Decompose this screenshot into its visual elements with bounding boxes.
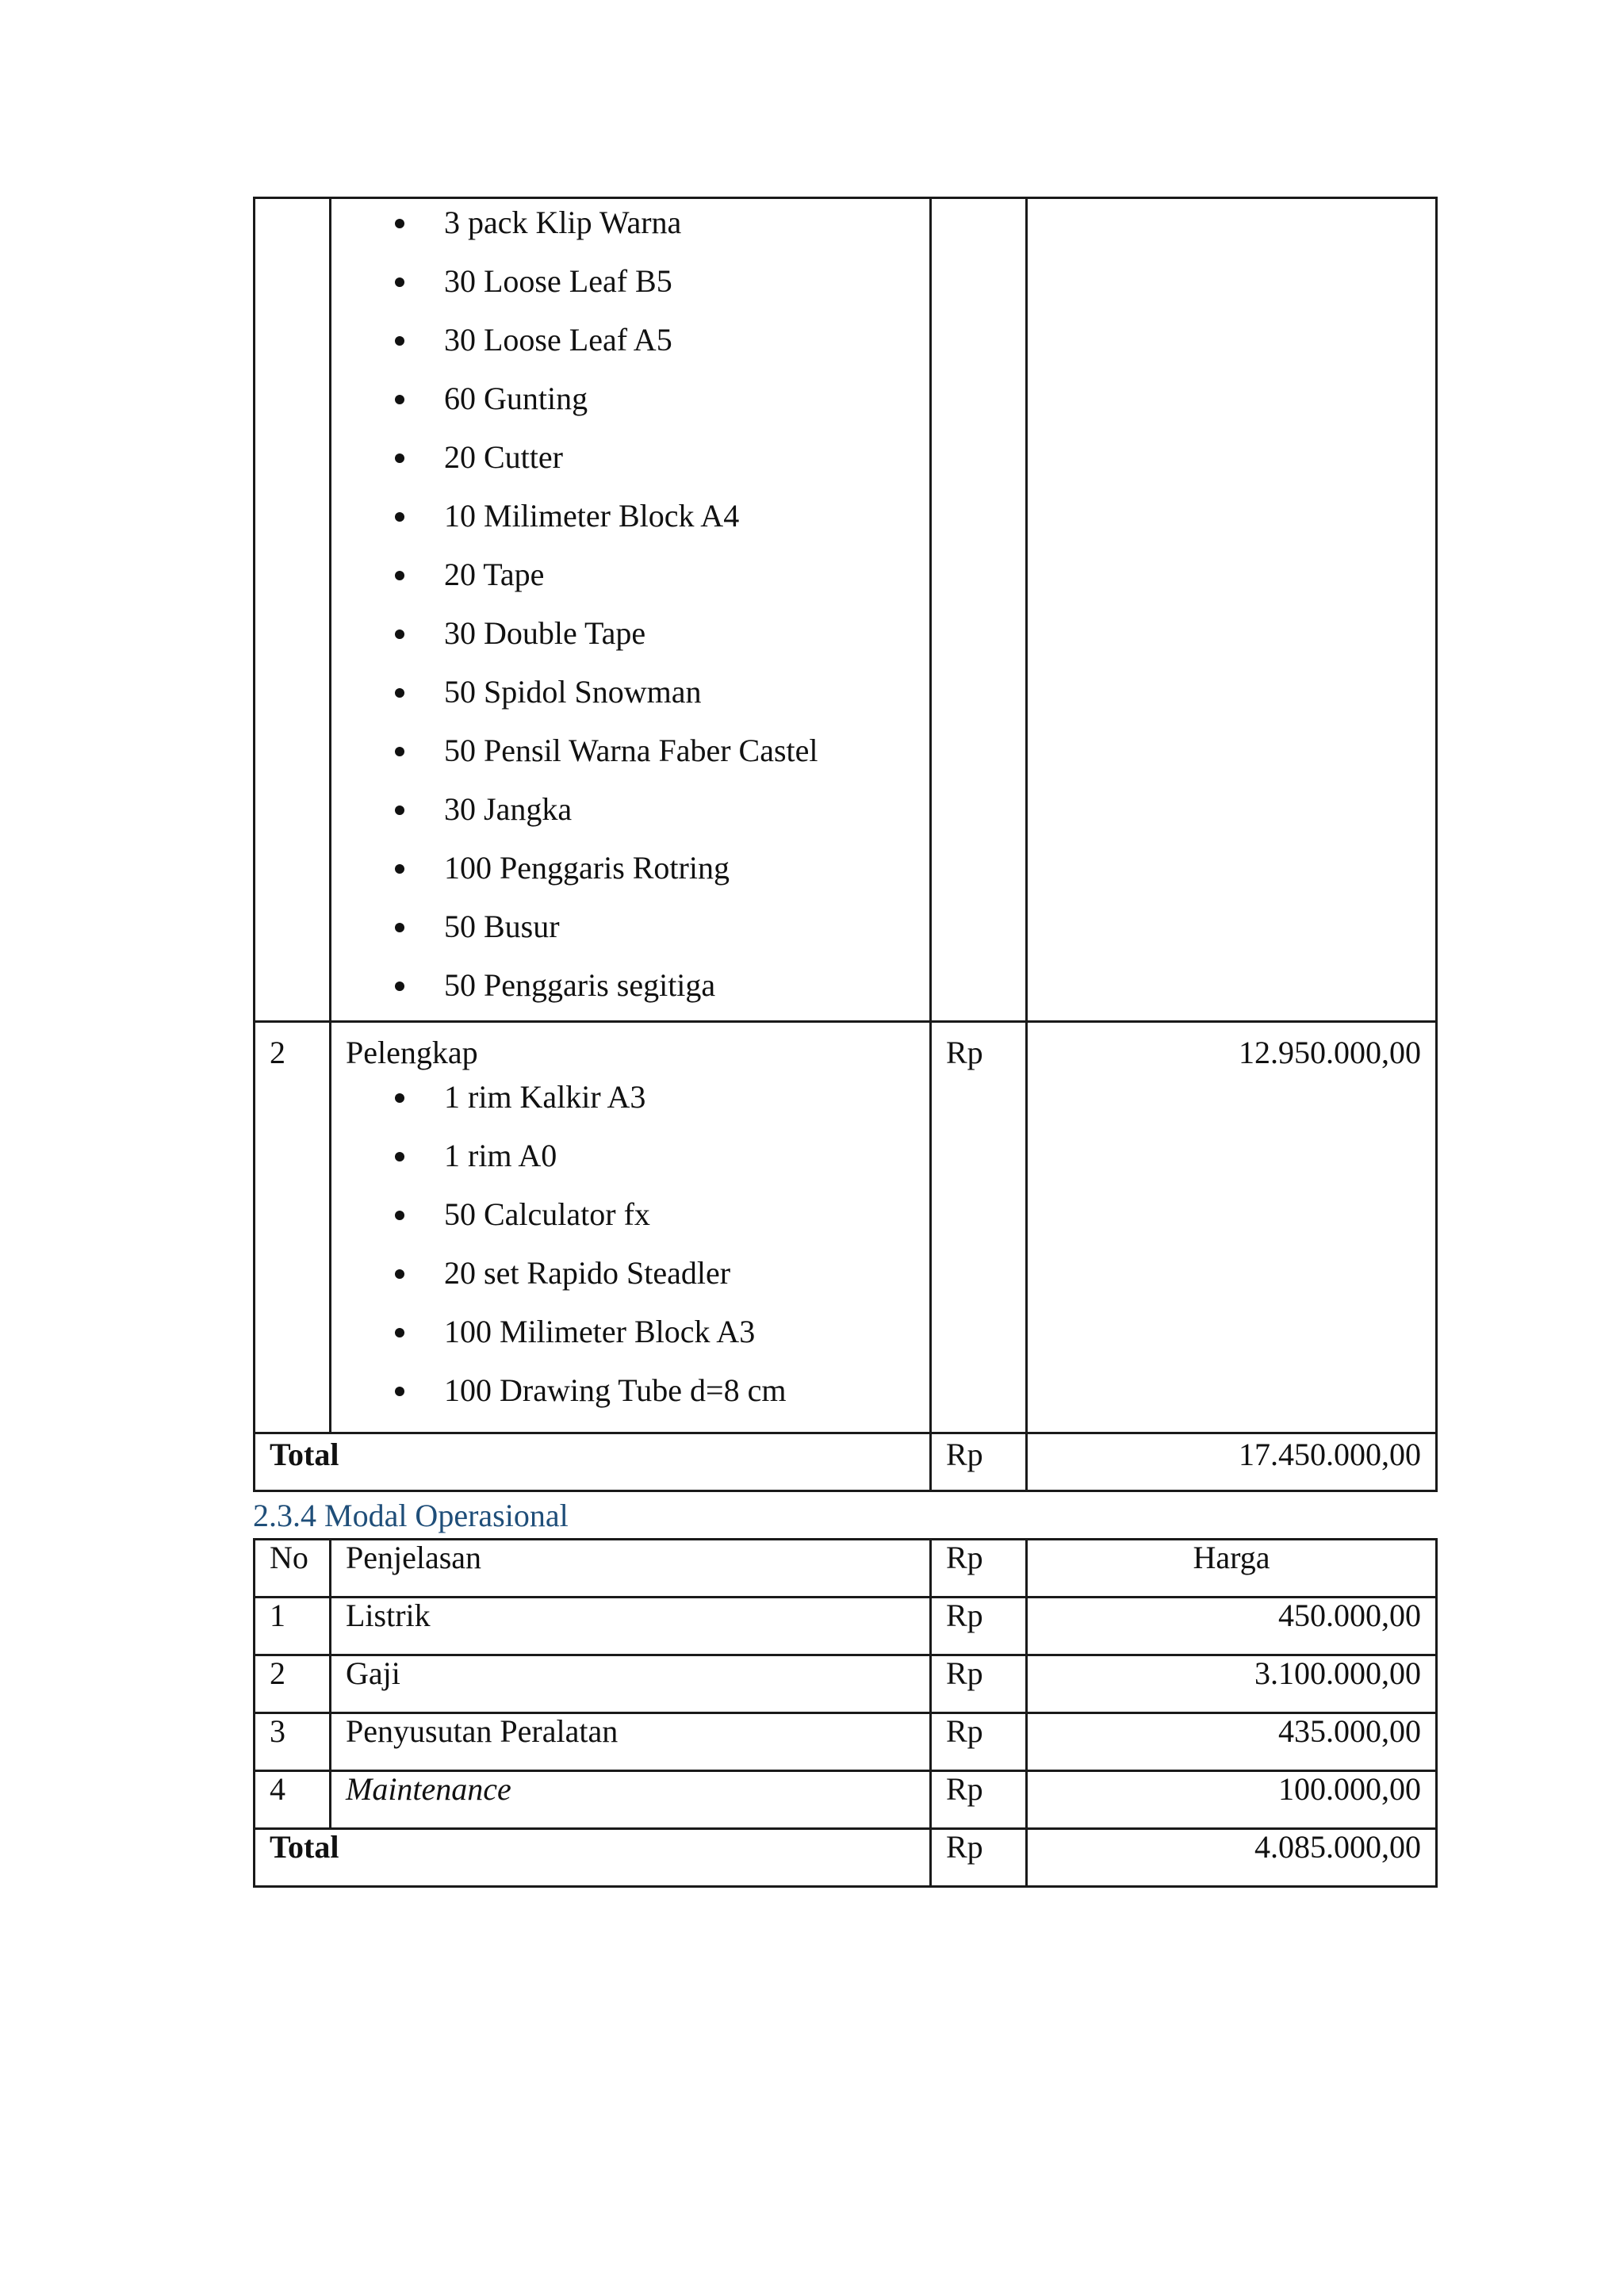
desc-cell: Penyusutan Peralatan [331,1713,931,1771]
table-row [255,1022,1437,1433]
total-label-cell: Total [255,1829,931,1887]
list-item: 50 Busur [331,903,929,962]
operational-cost-table [253,1538,1438,1888]
header-desc: Penjelasan [331,1540,931,1598]
total-row [255,1829,1437,1887]
list-item: 30 Loose Leaf B5 [331,258,929,316]
table-row [255,1771,1437,1829]
no-cell: 2 [255,1655,331,1713]
desc-cell: Listrik [331,1598,931,1655]
section-heading: 2.3.4 Modal Operasional [253,1498,569,1533]
list-item: 30 Jangka [331,786,929,844]
total-amount-cell: 4.085.000,00 [1027,1829,1437,1887]
header-no: No [255,1540,331,1598]
currency-cell: Rp [931,1022,1027,1433]
currency-cell: Rp [931,1713,1027,1771]
list-item: 50 Pensil Warna Faber Castel [331,727,929,786]
item-list-cell [331,198,931,1022]
total-amount-cell: 17.450.000,00 [1027,1433,1437,1491]
list-item: 50 Spidol Snowman [331,668,929,727]
list-item: 20 set Rapido Steadler [331,1249,929,1308]
price-cell: 435.000,00 [1027,1713,1437,1771]
desc-cell: Gaji [331,1655,931,1713]
list-item: 20 Cutter [331,434,929,492]
no-cell: 2 [255,1022,331,1433]
item-list [331,1073,929,1425]
list-item: 60 Gunting [331,375,929,434]
table-row [255,1655,1437,1713]
table-row [255,1713,1437,1771]
item-list-cell [331,1022,931,1433]
desc-cell: Maintenance [331,1771,931,1829]
currency-cell [931,198,1027,1022]
list-item: 50 Penggaris segitiga [331,962,929,1020]
no-cell: 4 [255,1771,331,1829]
list-item: 100 Drawing Tube d=8 cm [331,1367,929,1425]
currency-cell: Rp [931,1433,1027,1491]
list-item: 30 Double Tape [331,610,929,668]
currency-cell: Rp [931,1655,1027,1713]
no-cell: 3 [255,1713,331,1771]
header-price: Harga [1027,1540,1437,1598]
equipment-table [253,197,1438,1492]
item-list [331,199,929,1020]
list-item: 30 Loose Leaf A5 [331,316,929,375]
table-header-row [255,1540,1437,1598]
total-row [255,1433,1437,1491]
amount-cell [1027,198,1437,1022]
no-cell [255,198,331,1022]
header-currency: Rp [931,1540,1027,1598]
amount-cell: 12.950.000,00 [1027,1022,1437,1433]
table-row [255,1598,1437,1655]
price-cell: 3.100.000,00 [1027,1655,1437,1713]
no-cell: 1 [255,1598,331,1655]
currency-cell: Rp [931,1598,1027,1655]
currency-cell: Rp [931,1829,1027,1887]
list-item: 50 Calculator fx [331,1191,929,1249]
list-item: 100 Penggaris Rotring [331,844,929,903]
list-item: 3 pack Klip Warna [331,199,929,258]
list-item: 100 Milimeter Block A3 [331,1308,929,1367]
total-label-cell: Total [255,1433,931,1491]
price-cell: 100.000,00 [1027,1771,1437,1829]
item-category: Pelengkap [346,1035,478,1070]
list-item: 1 rim A0 [331,1132,929,1191]
list-item: 10 Milimeter Block A4 [331,492,929,551]
currency-cell: Rp [931,1771,1027,1829]
price-cell: 450.000,00 [1027,1598,1437,1655]
table-row [255,198,1437,1022]
list-item: 1 rim Kalkir A3 [331,1073,929,1132]
list-item: 20 Tape [331,551,929,610]
